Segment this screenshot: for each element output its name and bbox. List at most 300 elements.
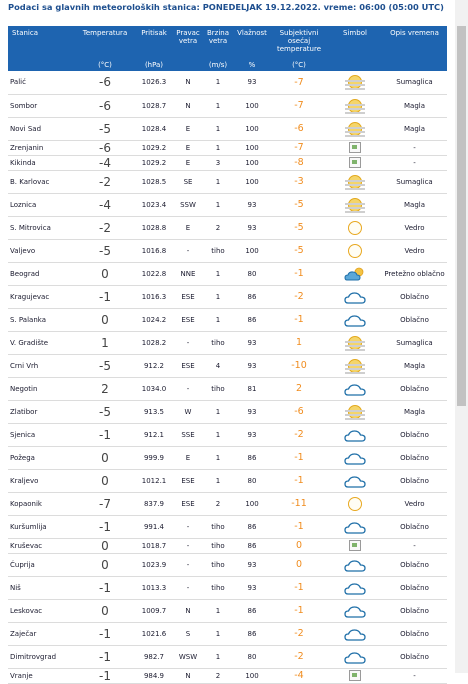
- weather-symbol: [328, 576, 382, 599]
- weather-symbol: [328, 599, 382, 622]
- weather-symbol: [328, 446, 382, 469]
- temperature-value: 0: [76, 262, 134, 285]
- station-name: Kikinda: [8, 155, 76, 170]
- pressure-value: 1028.2: [134, 331, 174, 354]
- humidity-value: 100: [234, 94, 270, 117]
- humidity-value: 86: [234, 622, 270, 645]
- weather-symbol: [328, 668, 382, 683]
- wind-speed-value: 2: [202, 216, 234, 239]
- station-name: Kraljevo: [8, 469, 76, 492]
- unit-station: [8, 61, 76, 71]
- sun-icon: [348, 244, 362, 258]
- vertical-scrollbar[interactable]: [455, 0, 468, 673]
- wind-direction-value: ESE: [174, 308, 202, 331]
- wind-speed-value: 1: [202, 71, 234, 94]
- broken-image-icon: [349, 157, 361, 168]
- header-wind-speed: Brzina vetra: [202, 26, 234, 61]
- station-name: Kopaonik: [8, 492, 76, 515]
- weather-description: Oblačno: [382, 285, 447, 308]
- scrollbar-thumb[interactable]: [457, 26, 466, 406]
- weather-description: Magla: [382, 94, 447, 117]
- wind-direction-value: SE: [174, 170, 202, 193]
- table-row: [8, 354, 447, 377]
- wind-direction-value: ESE: [174, 285, 202, 308]
- humidity-value: 100: [234, 117, 270, 140]
- station-name: Zrenjanin: [8, 140, 76, 155]
- station-name: Beograd: [8, 262, 76, 285]
- weather-symbol: [328, 622, 382, 645]
- wind-speed-value: 1: [202, 400, 234, 423]
- station-name: Valjevo: [8, 239, 76, 262]
- cloud-icon: [344, 313, 366, 327]
- weather-description: Oblačno: [382, 469, 447, 492]
- pressure-value: 913.5: [134, 400, 174, 423]
- table-row: [8, 239, 447, 262]
- units-row: [8, 61, 447, 71]
- station-name: Sombor: [8, 94, 76, 117]
- temperature-value: 0: [76, 538, 134, 553]
- pressure-value: 912.2: [134, 354, 174, 377]
- pressure-value: 1028.7: [134, 94, 174, 117]
- pressure-value: 1013.3: [134, 576, 174, 599]
- temperature-value: 0: [76, 553, 134, 576]
- station-name: Zaječar: [8, 622, 76, 645]
- wind-direction-value: SSE: [174, 423, 202, 446]
- weather-description: Pretežno oblačno: [382, 262, 447, 285]
- header-wind-direction: Pravac vetra: [174, 26, 202, 61]
- humidity-value: 100: [234, 492, 270, 515]
- temperature-value: -5: [76, 400, 134, 423]
- weather-description: -: [382, 668, 447, 683]
- pressure-value: 1016.3: [134, 285, 174, 308]
- humidity-value: 93: [234, 71, 270, 94]
- humidity-value: 100: [234, 140, 270, 155]
- wind-direction-value: -: [174, 576, 202, 599]
- weather-description: Sumaglica: [382, 170, 447, 193]
- broken-image-icon: [349, 142, 361, 153]
- cloud-icon: [344, 650, 366, 664]
- table-row: [8, 645, 447, 668]
- temperature-value: -7: [76, 492, 134, 515]
- weather-description: Magla: [382, 400, 447, 423]
- weather-symbol: [328, 469, 382, 492]
- header-felt-temperature: Subjektivni osećaj temperature: [270, 26, 328, 61]
- felt-temperature-value: 1: [270, 331, 328, 354]
- weather-symbol: [328, 423, 382, 446]
- unit-symbol: [328, 61, 382, 71]
- wind-speed-value: 1: [202, 308, 234, 331]
- weather-table: [8, 26, 447, 684]
- wind-speed-value: 1: [202, 94, 234, 117]
- fog-icon: [345, 198, 365, 212]
- felt-temperature-value: -8: [270, 155, 328, 170]
- cloud-icon: [344, 290, 366, 304]
- header-description: Opis vremena: [382, 26, 447, 61]
- station-name: Kuršumlija: [8, 515, 76, 538]
- fog-icon: [345, 359, 365, 373]
- station-name: Zlatibor: [8, 400, 76, 423]
- felt-temperature-value: -3: [270, 170, 328, 193]
- pressure-value: 1023.4: [134, 193, 174, 216]
- weather-description: Oblačno: [382, 423, 447, 446]
- wind-direction-value: E: [174, 117, 202, 140]
- weather-description: Oblačno: [382, 515, 447, 538]
- wind-speed-value: 1: [202, 262, 234, 285]
- temperature-value: -1: [76, 515, 134, 538]
- felt-temperature-value: -1: [270, 308, 328, 331]
- temperature-value: -2: [76, 170, 134, 193]
- felt-temperature-value: -5: [270, 216, 328, 239]
- header-symbol: Simbol: [328, 26, 382, 61]
- temperature-value: -6: [76, 94, 134, 117]
- cloud-icon: [344, 428, 366, 442]
- pressure-value: 1018.7: [134, 538, 174, 553]
- wind-direction-value: E: [174, 446, 202, 469]
- weather-description: Magla: [382, 117, 447, 140]
- station-name: Ćuprija: [8, 553, 76, 576]
- unit-felt-temperature: (°C): [270, 61, 328, 71]
- pressure-value: 1028.5: [134, 170, 174, 193]
- felt-temperature-value: -7: [270, 71, 328, 94]
- wind-speed-value: 1: [202, 446, 234, 469]
- table-row: [8, 492, 447, 515]
- broken-image-icon: [349, 540, 361, 551]
- station-name: Kragujevac: [8, 285, 76, 308]
- weather-description: Vedro: [382, 492, 447, 515]
- table-row: [8, 155, 447, 170]
- weather-description: Oblačno: [382, 622, 447, 645]
- felt-temperature-value: -7: [270, 94, 328, 117]
- weather-symbol: [328, 170, 382, 193]
- felt-temperature-value: -2: [270, 285, 328, 308]
- table-row: [8, 377, 447, 400]
- table-row: [8, 140, 447, 155]
- humidity-value: 93: [234, 576, 270, 599]
- cloud-icon: [344, 581, 366, 595]
- humidity-value: 100: [234, 239, 270, 262]
- felt-temperature-value: 0: [270, 553, 328, 576]
- unit-temperature: (°C): [76, 61, 134, 71]
- pressure-value: 1021.6: [134, 622, 174, 645]
- cloud-icon: [344, 604, 366, 618]
- station-name: Kruševac: [8, 538, 76, 553]
- wind-speed-value: tiho: [202, 331, 234, 354]
- temperature-value: -1: [76, 622, 134, 645]
- station-name: Crni Vrh: [8, 354, 76, 377]
- temperature-value: 0: [76, 599, 134, 622]
- humidity-value: 100: [234, 668, 270, 683]
- felt-temperature-value: -6: [270, 400, 328, 423]
- partly-cloudy-icon: [344, 267, 366, 281]
- felt-temperature-value: -1: [270, 599, 328, 622]
- weather-description: -: [382, 140, 447, 155]
- felt-temperature-value: -7: [270, 140, 328, 155]
- humidity-value: 100: [234, 155, 270, 170]
- weather-symbol: [328, 262, 382, 285]
- felt-temperature-value: -2: [270, 423, 328, 446]
- temperature-value: -5: [76, 354, 134, 377]
- table-row: [8, 446, 447, 469]
- wind-direction-value: W: [174, 400, 202, 423]
- weather-symbol: [328, 377, 382, 400]
- temperature-value: -6: [76, 71, 134, 94]
- station-name: Leskovac: [8, 599, 76, 622]
- weather-symbol: [328, 193, 382, 216]
- wind-speed-value: 1: [202, 645, 234, 668]
- weather-description: Oblačno: [382, 553, 447, 576]
- table-row: [8, 117, 447, 140]
- table-row: [8, 576, 447, 599]
- table-row: [8, 400, 447, 423]
- humidity-value: 80: [234, 645, 270, 668]
- wind-direction-value: N: [174, 71, 202, 94]
- felt-temperature-value: -6: [270, 117, 328, 140]
- temperature-value: 0: [76, 469, 134, 492]
- pressure-value: 1023.9: [134, 553, 174, 576]
- wind-speed-value: tiho: [202, 377, 234, 400]
- station-name: Požega: [8, 446, 76, 469]
- wind-direction-value: ESE: [174, 354, 202, 377]
- table-row: [8, 622, 447, 645]
- temperature-value: -1: [76, 576, 134, 599]
- table-row: [8, 216, 447, 239]
- felt-temperature-value: -1: [270, 262, 328, 285]
- felt-temperature-value: 0: [270, 538, 328, 553]
- wind-speed-value: tiho: [202, 576, 234, 599]
- felt-temperature-value: -5: [270, 193, 328, 216]
- table-row: [8, 71, 447, 94]
- wind-speed-value: tiho: [202, 553, 234, 576]
- wind-direction-value: -: [174, 331, 202, 354]
- weather-description: -: [382, 155, 447, 170]
- unit-pressure: (hPa): [134, 61, 174, 71]
- pressure-value: 1029.2: [134, 140, 174, 155]
- pressure-value: 1012.1: [134, 469, 174, 492]
- weather-symbol: [328, 94, 382, 117]
- humidity-value: 100: [234, 170, 270, 193]
- station-name: Negotin: [8, 377, 76, 400]
- table-row: [8, 423, 447, 446]
- wind-speed-value: 1: [202, 193, 234, 216]
- felt-temperature-value: 2: [270, 377, 328, 400]
- wind-direction-value: WSW: [174, 645, 202, 668]
- table-row: [8, 94, 447, 117]
- weather-symbol: [328, 331, 382, 354]
- humidity-value: 86: [234, 446, 270, 469]
- weather-symbol: [328, 308, 382, 331]
- weather-description: Magla: [382, 354, 447, 377]
- temperature-value: -6: [76, 140, 134, 155]
- temperature-value: -1: [76, 668, 134, 683]
- pressure-value: 1009.7: [134, 599, 174, 622]
- weather-symbol: [328, 645, 382, 668]
- wind-direction-value: E: [174, 140, 202, 155]
- pressure-value: 1024.2: [134, 308, 174, 331]
- station-name: Sjenica: [8, 423, 76, 446]
- wind-direction-value: -: [174, 538, 202, 553]
- felt-temperature-value: -2: [270, 645, 328, 668]
- wind-speed-value: 1: [202, 140, 234, 155]
- weather-symbol: [328, 553, 382, 576]
- wind-speed-value: 1: [202, 599, 234, 622]
- fog-icon: [345, 405, 365, 419]
- wind-direction-value: -: [174, 377, 202, 400]
- wind-speed-value: 1: [202, 423, 234, 446]
- felt-temperature-value: -11: [270, 492, 328, 515]
- felt-temperature-value: -5: [270, 239, 328, 262]
- header-humidity: Vlažnost: [234, 26, 270, 61]
- page-title: Podaci sa glavnih meteoroloških stanica: PONEDELJAK 19.12.2022. vreme: 06:00 (05:00 UTC): [8, 2, 444, 12]
- weather-symbol: [328, 117, 382, 140]
- table-row: [8, 308, 447, 331]
- station-name: Palić: [8, 71, 76, 94]
- humidity-value: 93: [234, 400, 270, 423]
- wind-speed-value: 1: [202, 622, 234, 645]
- humidity-value: 93: [234, 423, 270, 446]
- fog-icon: [345, 175, 365, 189]
- cloud-icon: [344, 520, 366, 534]
- humidity-value: 93: [234, 331, 270, 354]
- fog-icon: [345, 336, 365, 350]
- humidity-value: 93: [234, 216, 270, 239]
- broken-image-icon: [349, 670, 361, 681]
- pressure-value: 837.9: [134, 492, 174, 515]
- weather-description: Oblačno: [382, 308, 447, 331]
- cloud-icon: [344, 451, 366, 465]
- cloud-icon: [344, 474, 366, 488]
- wind-direction-value: N: [174, 599, 202, 622]
- felt-temperature-value: -10: [270, 354, 328, 377]
- weather-description: -: [382, 538, 447, 553]
- wind-direction-value: N: [174, 94, 202, 117]
- felt-temperature-value: -1: [270, 446, 328, 469]
- wind-direction-value: SSW: [174, 193, 202, 216]
- weather-description: Oblačno: [382, 576, 447, 599]
- wind-speed-value: 3: [202, 155, 234, 170]
- temperature-value: -4: [76, 155, 134, 170]
- temperature-value: 2: [76, 377, 134, 400]
- wind-direction-value: NNE: [174, 262, 202, 285]
- humidity-value: 86: [234, 285, 270, 308]
- temperature-value: -1: [76, 423, 134, 446]
- weather-description: Oblačno: [382, 645, 447, 668]
- station-name: B. Karlovac: [8, 170, 76, 193]
- wind-direction-value: ESE: [174, 492, 202, 515]
- table-row: [8, 668, 447, 683]
- table-row: [8, 170, 447, 193]
- humidity-value: 86: [234, 308, 270, 331]
- unit-wind-speed: (m/s): [202, 61, 234, 71]
- wind-speed-value: 1: [202, 170, 234, 193]
- wind-direction-value: N: [174, 668, 202, 683]
- temperature-value: -1: [76, 645, 134, 668]
- table-row: [8, 515, 447, 538]
- table-row: [8, 538, 447, 553]
- wind-direction-value: ESE: [174, 469, 202, 492]
- wind-speed-value: 1: [202, 117, 234, 140]
- table-row: [8, 599, 447, 622]
- weather-description: Oblačno: [382, 446, 447, 469]
- pressure-value: 991.4: [134, 515, 174, 538]
- wind-direction-value: E: [174, 216, 202, 239]
- humidity-value: 80: [234, 469, 270, 492]
- pressure-value: 984.9: [134, 668, 174, 683]
- pressure-value: 912.1: [134, 423, 174, 446]
- wind-speed-value: tiho: [202, 538, 234, 553]
- station-name: S. Mitrovica: [8, 216, 76, 239]
- pressure-value: 1016.8: [134, 239, 174, 262]
- pressure-value: 982.7: [134, 645, 174, 668]
- pressure-value: 1034.0: [134, 377, 174, 400]
- sun-icon: [348, 221, 362, 235]
- pressure-value: 999.9: [134, 446, 174, 469]
- station-name: Vranje: [8, 668, 76, 683]
- weather-symbol: [328, 515, 382, 538]
- humidity-value: 93: [234, 193, 270, 216]
- humidity-value: 93: [234, 354, 270, 377]
- weather-description: Sumaglica: [382, 71, 447, 94]
- cloud-icon: [344, 382, 366, 396]
- pressure-value: 1026.3: [134, 71, 174, 94]
- table-row: [8, 285, 447, 308]
- weather-description: Vedro: [382, 239, 447, 262]
- wind-direction-value: S: [174, 622, 202, 645]
- felt-temperature-value: -2: [270, 622, 328, 645]
- temperature-value: 1: [76, 331, 134, 354]
- table-row: [8, 469, 447, 492]
- weather-symbol: [328, 71, 382, 94]
- pressure-value: 1028.8: [134, 216, 174, 239]
- wind-speed-value: tiho: [202, 515, 234, 538]
- weather-symbol: [328, 155, 382, 170]
- unit-description: [382, 61, 447, 71]
- wind-speed-value: 1: [202, 469, 234, 492]
- station-name: Novi Sad: [8, 117, 76, 140]
- temperature-value: -2: [76, 216, 134, 239]
- unit-humidity: %: [234, 61, 270, 71]
- unit-wind-direction: [174, 61, 202, 71]
- humidity-value: 86: [234, 538, 270, 553]
- header-temperature: Temperatura: [76, 26, 134, 61]
- station-name: V. Gradište: [8, 331, 76, 354]
- weather-description: Magla: [382, 193, 447, 216]
- wind-speed-value: 2: [202, 492, 234, 515]
- pressure-value: 1028.4: [134, 117, 174, 140]
- weather-symbol: [328, 538, 382, 553]
- weather-description: Vedro: [382, 216, 447, 239]
- temperature-value: -1: [76, 285, 134, 308]
- wind-speed-value: 1: [202, 285, 234, 308]
- header-station: Stanica: [8, 26, 76, 61]
- weather-symbol: [328, 140, 382, 155]
- temperature-value: -4: [76, 193, 134, 216]
- weather-symbol: [328, 239, 382, 262]
- fog-icon: [345, 75, 365, 89]
- felt-temperature-value: -1: [270, 576, 328, 599]
- station-name: S. Palanka: [8, 308, 76, 331]
- table-row: [8, 553, 447, 576]
- felt-temperature-value: -1: [270, 469, 328, 492]
- humidity-value: 93: [234, 553, 270, 576]
- weather-symbol: [328, 216, 382, 239]
- cloud-icon: [344, 627, 366, 641]
- station-name: Dimitrovgrad: [8, 645, 76, 668]
- wind-direction-value: -: [174, 515, 202, 538]
- felt-temperature-value: -1: [270, 515, 328, 538]
- table-row: [8, 331, 447, 354]
- station-name: Niš: [8, 576, 76, 599]
- weather-symbol: [328, 285, 382, 308]
